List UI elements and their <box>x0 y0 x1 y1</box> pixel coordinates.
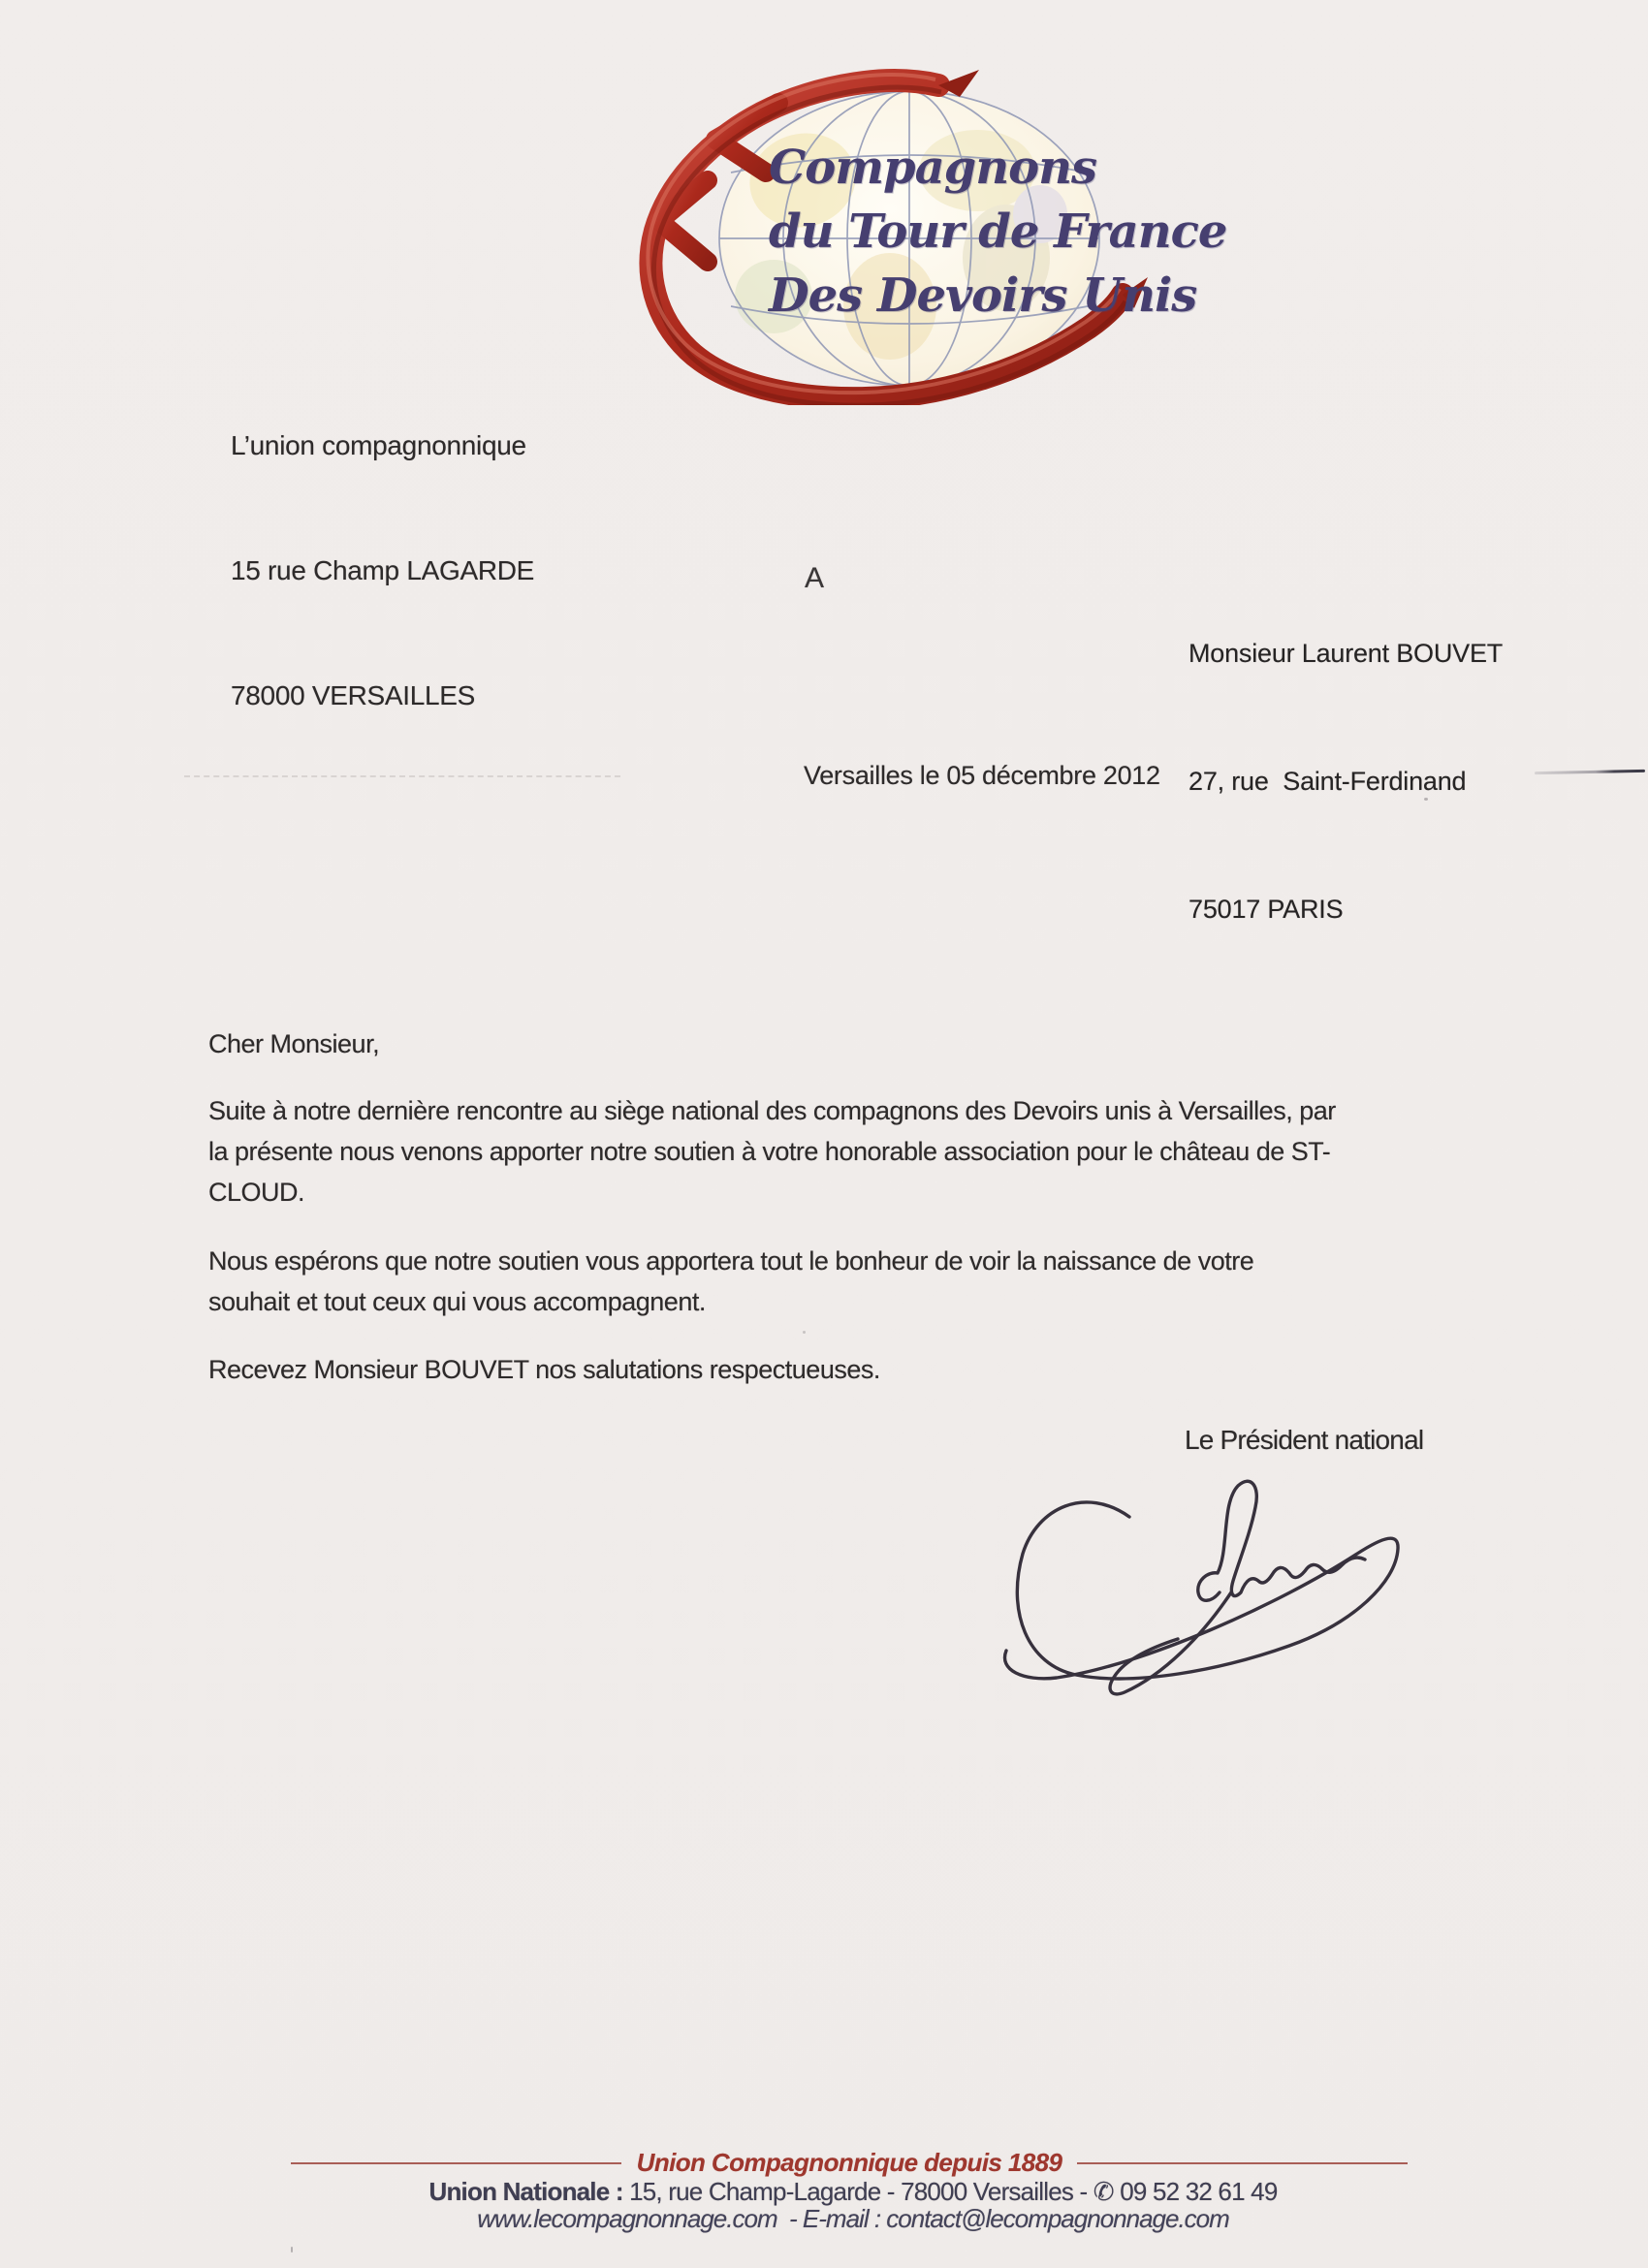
signature-path <box>1005 1502 1399 1679</box>
recipient-line-2: 27, rue Saint-Ferdinand <box>1188 767 1467 796</box>
recipient-marker: A <box>805 562 825 594</box>
footer <box>291 2148 1408 2178</box>
recipient-address-block <box>1188 547 1503 973</box>
scan-speck <box>803 1331 806 1334</box>
footer-phone-number: 09 52 32 61 49 <box>1113 2177 1278 2206</box>
closing-line: Recevez Monsieur BOUVET nos salutations respectueuses. <box>208 1355 880 1384</box>
sender-line-1: L’union compagnonnique <box>231 430 526 460</box>
recipient-line-3: 75017 PARIS <box>1188 895 1344 924</box>
body-line: Nous espérons que notre soutien vous apportera tout le bonheur de voir la naissance de votre <box>208 1246 1254 1276</box>
footer-contact-line: www.lecompagnonnage.com - E-mail : contact@lecompagnonnage.com <box>477 2204 1229 2233</box>
logo-line-2: du Tour de France <box>769 205 1227 259</box>
sender-line-2: 15 rue Champ LAGARDE <box>231 555 535 585</box>
date-line: Versailles le 05 décembre 2012 <box>804 761 1160 790</box>
scan-artifact-dash-line <box>184 775 620 777</box>
signature-graphic <box>969 1457 1425 1709</box>
recipient-line-1: Monsieur Laurent BOUVET <box>1188 639 1504 668</box>
signature-path <box>1198 1481 1365 1600</box>
scan-speck <box>1424 798 1428 801</box>
footer-tagline: Union Compagnonnique depuis 1889 <box>636 2148 1062 2177</box>
footer-address-line <box>29 2177 1648 2207</box>
footer-rule-left <box>291 2162 621 2164</box>
signoff-role: Le Président national <box>1185 1425 1424 1455</box>
logo-line-3: Des Devoirs Unis <box>769 268 1197 323</box>
sender-line-3: 78000 VERSAILLES <box>231 680 476 710</box>
sender-address-block <box>231 341 534 758</box>
phone-icon: ✆ <box>1093 2177 1114 2206</box>
body-paragraph-2 <box>208 1241 1253 1322</box>
scan-speck <box>291 2247 293 2252</box>
body-line: la présente nous venons apporter notre soutien à votre honorable association pour le château de ST- <box>208 1137 1331 1166</box>
body-line: souhait et tout ceux qui vous accompagnent. <box>208 1287 706 1316</box>
salutation: Cher Monsieur, <box>208 1029 380 1058</box>
footer-address-text: 15, rue Champ-Lagarde - 78000 Versailles - <box>622 2177 1093 2206</box>
body-line: CLOUD. <box>208 1178 305 1207</box>
scan-artifact-stroke <box>1535 770 1645 774</box>
logo-line-1: Compagnons <box>769 141 1097 195</box>
footer-address-label: Union Nationale : <box>428 2177 623 2206</box>
signature-scrawl <box>969 1457 1425 1714</box>
body-line: Suite à notre dernière rencontre au siège national des compagnons des Devoirs unis à Versailles, par <box>208 1096 1336 1125</box>
logo-wordmark <box>769 136 1226 328</box>
body-paragraph-1 <box>208 1090 1336 1213</box>
footer-rule-right <box>1077 2162 1408 2164</box>
